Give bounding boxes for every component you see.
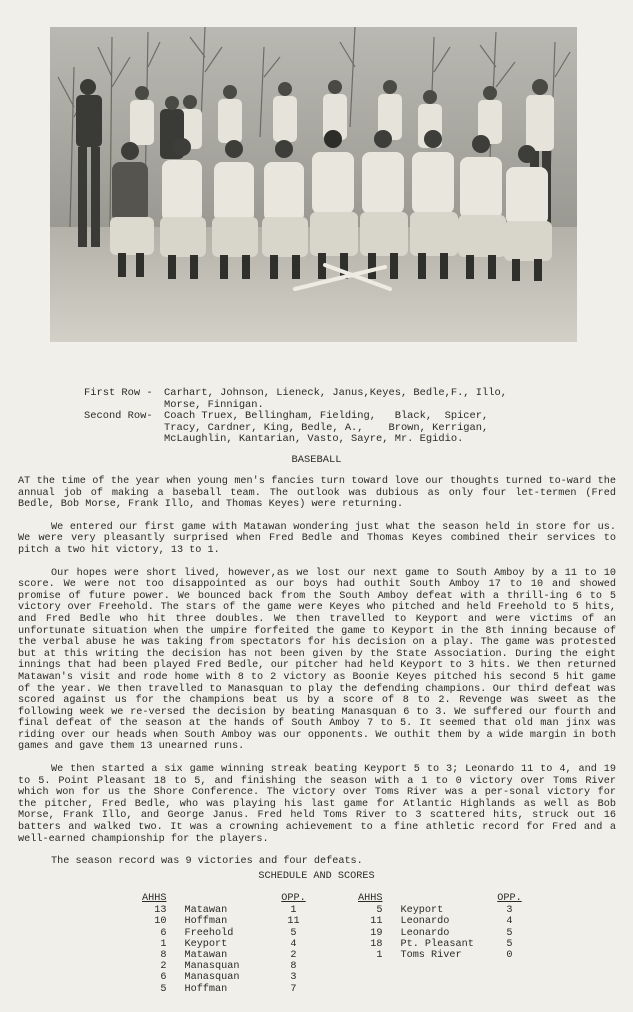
schedule-row	[142, 972, 306, 983]
ahhs-header: AHHS	[142, 893, 167, 904]
article-title: BASEBALL	[291, 454, 342, 466]
caption-first-row	[84, 388, 604, 411]
opponent-name: Leonardo	[400, 916, 450, 928]
ahhs-header: AHHS	[358, 893, 383, 904]
opp-score: 2	[290, 950, 297, 962]
schedule-title: SCHEDULE AND SCORES	[258, 871, 375, 882]
article-body	[18, 476, 616, 879]
team-header	[166, 893, 280, 905]
first-row-names: Carhart, Johnson, Lieneck, Janus,Keyes, Bedle,F., Illo, Morse, Finnigan.	[164, 387, 507, 411]
photo-caption	[84, 388, 604, 446]
paragraph: We then started a six game winning streak beating Keyport 5 to 3; Leonardo 11 to 4, and 19 to 5. Point Pleasant 18 to 5, and finishing the season with a 1 to 0 victory over Toms River which won for us the Shore Conference. The victory over Toms River was a per-sonal victory for the pitcher, Fred Bedle, who was playing his last game for Atlantic Highlands as well as Bob Morse, Frank Illo, and George Janus. Fred held Toms River to 3 scattered hits, struck out 16 batters and walked two. It was a crowning achievement to a fine athletic record for Fred and a well-earned championship for the players.	[18, 764, 616, 845]
ahhs-score: 5	[160, 983, 167, 995]
ahhs-score: 19	[370, 927, 383, 939]
opp-score: 5	[506, 927, 513, 939]
opponent-name: Hoffman	[184, 983, 228, 995]
opponent-name: Keyport	[184, 938, 228, 950]
ahhs-score: 18	[370, 938, 383, 950]
second-row-label: Second Row-	[84, 410, 153, 423]
opp-score: 0	[506, 950, 513, 962]
first-row-label: First Row -	[84, 387, 153, 399]
opponent-name: Pt. Pleasant	[400, 938, 474, 950]
schedule-row	[142, 939, 306, 950]
schedule-header	[142, 893, 306, 905]
team-photo	[50, 27, 577, 342]
caption-second-row	[84, 411, 604, 446]
opponent-name: Leonardo	[400, 927, 450, 939]
schedule-row	[142, 905, 306, 916]
ahhs-score: 11	[370, 916, 383, 928]
ahhs-score: 10	[154, 916, 167, 928]
second-row-names: Coach Truex, Bellingham, Fielding, Black, Spicer, Tracy, Cardner, King, Bedle, A., Brown, Kerrigan, McLaughlin, Kantarian, Vasto, Sayre, Mr. Egidio.	[164, 410, 489, 446]
schedule-row	[358, 905, 522, 916]
opponent-name: Matawan	[184, 950, 228, 962]
ahhs-score: 1	[376, 950, 383, 962]
paragraph: The season record was 9 victories and four defeats.	[51, 856, 363, 868]
opp-score: 5	[506, 938, 513, 950]
team-header	[382, 893, 496, 905]
schedule-row	[142, 950, 306, 961]
paragraph: We entered our first game with Matawan wondering just what the season held in store for us. We were very pleasantly surprised when Fred Bedle and Thomas Keyes combined their services to pitch a two hit victory, 13 to 1.	[18, 521, 616, 556]
opp-score: 5	[290, 927, 297, 939]
opponent-name: Toms River	[400, 950, 462, 962]
opp-score: 1	[290, 905, 297, 917]
opponent-name: Keyport	[400, 905, 444, 917]
schedule-row	[358, 950, 522, 961]
ahhs-score: 6	[160, 972, 167, 984]
opp-header: OPP.	[281, 893, 306, 904]
schedule-row	[142, 984, 306, 995]
schedule-table-right	[358, 893, 522, 961]
opp-score: 8	[290, 961, 297, 973]
schedule-row	[358, 928, 522, 939]
schedule-table-left	[142, 893, 306, 995]
schedule-row	[358, 939, 522, 950]
schedule-row	[358, 916, 522, 927]
opp-score: 3	[290, 972, 297, 984]
opp-score: 4	[290, 938, 297, 950]
opponent-name: Manasquan	[184, 961, 240, 973]
opp-score: 3	[506, 905, 513, 917]
team-photo-illustration	[50, 27, 577, 342]
ahhs-score: 8	[160, 950, 167, 962]
ahhs-score: 6	[160, 927, 167, 939]
schedule-row	[142, 961, 306, 972]
ahhs-score: 2	[160, 961, 167, 973]
schedule-header	[358, 893, 522, 905]
opponent-name: Manasquan	[184, 972, 240, 984]
schedule-row	[142, 928, 306, 939]
opp-score: 11	[287, 916, 300, 928]
paragraph: AT the time of the year when young men's fancies turn toward love our thoughts turned to-ward the annual job of making a baseball team. The outlook was dubious as only four let-termen (Fred Bedle, Bob Morse, Frank Illo, and Thomas Keyes) were returning.	[18, 476, 616, 511]
ahhs-score: 1	[160, 938, 167, 950]
opponent-name: Matawan	[184, 905, 228, 917]
opp-header: OPP.	[497, 893, 522, 904]
ahhs-score: 13	[154, 905, 167, 917]
ahhs-score: 5	[376, 905, 383, 917]
opp-score: 7	[290, 983, 297, 995]
schedule-row	[142, 916, 306, 927]
opponent-name: Hoffman	[184, 916, 228, 928]
opp-score: 4	[506, 916, 513, 928]
paragraph: Our hopes were short lived, however,as we lost our next game to South Amboy by a 11 to 10 score. We were not too disappointed as our boys had outhit South Amboy 17 to 10 and showed promise of future power. We bounced back from the South Amboy defeat with a thrill-ing 6 to 5 victory over Freehold. The stars of the game were Keyes who pitched and held Freehold to 5 hits, and Fred Bedle who hit three doubles. We then travelled to Keyport and were victims of an unfortunate situation when the umpire forfeited the game to Keyport in the 8th inning because of the verbal abuse he was taking from spectators for his decision on a play. The game was protested but at this writing the decision has not been given by the State Association. During the eight innings that had been played Fred Bedle, our pitcher had held Keyport to 3 hits. We then returned Matawan's visit and rode home with 8 to 2 victory as Boonie Keyes pitched his second 5 hit game of the year. We then travelled to Manasquan to play the defending champions. Our third defeat was scored against us for the champions beat us by a score of 8 to 2. Revenge was sweet as the following week we re-versed the decision by beating Manasquan 6 to 3. We suffered our fourth and final defeat of the season at the hands of South Amboy 7 to 5. It seemed that old man jinx was riding over our heads when South Amboy was our opponents. We outhit them by a wide margin in both games and gave them 13 unearned runs.	[18, 567, 616, 753]
opponent-name: Freehold	[184, 927, 234, 939]
